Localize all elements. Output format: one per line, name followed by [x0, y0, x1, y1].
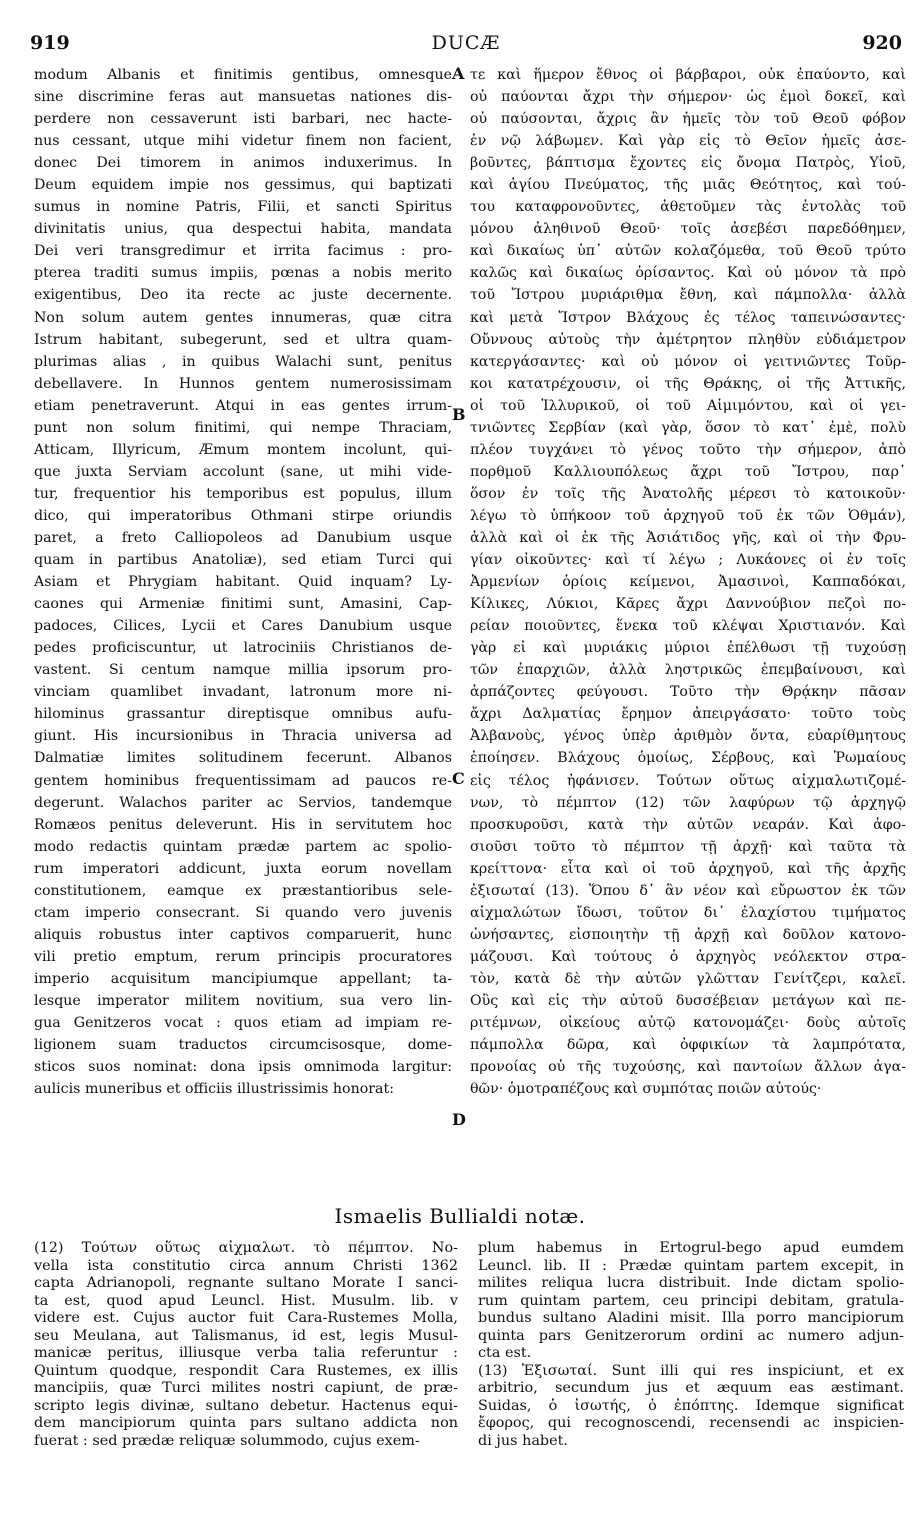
greek-text-line: οἱ τοῦ Ἰλλυρικοῦ, οἱ τοῦ Αἱμιμόντου, καὶ οἱ γει- [470, 397, 906, 414]
latin-text-line: aulicis muneribus et officiis illustrissimis honorat: [34, 1081, 394, 1098]
greek-text-line: λέγω τὸ ὑπήκοον τοῦ ἀρχηγοῦ τοῦ ἐκ τῶν Ὀθμάν), [470, 507, 906, 524]
latin-text-line: Dalmatiæ limites solitudinem fecerunt. Albanos [34, 750, 452, 767]
note-line: Quintum quodque, respondit Cara Rustemes, ex illis [34, 1362, 458, 1379]
latin-text-line: pedes proficiscuntur, ut latrociniis Christianos de- [34, 640, 452, 657]
latin-text-line: vili pretio emptum, rerum principis procuratores [34, 948, 452, 965]
greek-text-line: ἐξισωταί (13). Ὅπου δ᾽ ἂν νέον καὶ εὔρωστον ἐκ τῶν [470, 882, 906, 899]
latin-column [34, 64, 452, 1100]
greek-text-line: εἰς τέλος ἠφάνισεν. Τούτων οὕτως αἰχμαλωτιζομέ- [470, 772, 906, 789]
latin-text-line: plurimas alias , in quibus Walachi sunt, penitus [34, 353, 452, 370]
note-line: (13) Ἐξισωταί. Sunt illi qui res inspiciunt, et ex [478, 1362, 904, 1379]
note-line: mancipiis, quæ Turci milites nostri capiunt, de præ- [34, 1380, 458, 1396]
greek-text-line: κρείττονα· εἶτα καὶ οἱ τοῦ ἀρχηγοῦ, καὶ τῆς ἀρχῆς [470, 860, 906, 877]
note-line: ta est, quod apud Leuncl. Hist. Musulm. lib. v [34, 1292, 458, 1309]
greek-text-line: καλῶς καὶ δικαίως ὁρίσαντος. Καὶ οὐ μόνον τὰ πρὸ [470, 265, 906, 282]
latin-text-line: modum Albanis et finitimis gentibus, omnesque [34, 67, 452, 83]
greek-text-line: νων, τὸ πέμπτον (12) τῶν λαφύρων τῷ ἀρχηγῷ [470, 794, 906, 811]
latin-text-line: Romæos penitus deleverunt. His in servitutem hoc [34, 816, 452, 833]
page-number-left: 919 [30, 32, 70, 54]
latin-text-line: tur, frequentior his temporibus est populus, illum [34, 485, 452, 502]
latin-text-line: perdere non cessaverunt isti barbari, nec hacte- [34, 111, 452, 128]
latin-text-line: hilominus grassantur direptisque omnibus aufu- [34, 706, 452, 723]
latin-text-line: rum imperatori addicunt, juxta eorum novellam [34, 860, 452, 877]
note-line: videre est. Cujus auctor fuit Cara-Rustemes Molla, [34, 1310, 458, 1326]
latin-text-line: ctam imperio consecrant. Si quando vero juvenis [34, 904, 452, 921]
note-line: bundus sultano Aladini misit. Illa porro mancipiorum [478, 1310, 904, 1326]
running-header [30, 32, 902, 60]
greek-text-line: ἁρπάζοντες φεύγουσι. Τοῦτο τὴν Θρᾴκην πᾶσαν [470, 684, 906, 701]
latin-text-line: gentem hominibus frequentissimam ad paucos re- [34, 772, 452, 789]
greek-text-line: ρείαν ποιοῦντες, ἕνεκα τοῦ κλέψαι Χριστιανόν. Καὶ [470, 618, 906, 635]
greek-text-line: ἀλλὰ καὶ οἱ ἐκ τῆς Ἀσιάτιδος γῆς, καὶ οἱ τὴν Φρυ- [470, 529, 906, 546]
greek-text-line: ὅσον ἐν τοῖς τῆς Ἀνατολῆς μέρεσι τὸ κατοικοῦν· [470, 485, 906, 502]
note-line: vella ista constitutio circa annum Christi 1362 [34, 1257, 458, 1274]
greek-text-line: τνιῶντες Σερβίαν (καὶ γὰρ, ὅσον τὸ κατ᾽ ἐμὲ, πολὺ [470, 419, 906, 436]
latin-text-line: Atticam, Illyricum, Æmum montem incolunt, qui- [34, 441, 452, 458]
section-marker-a: A [452, 64, 465, 83]
greek-text-line: του καταφρονοῦντες, ἀθετοῦμεν τὰς ἐντολὰς τοῦ [470, 199, 906, 216]
greek-text-line: πλέον τυγχάνει τὸ γένος τοῦτο τὴν σήμερον, ἀπὸ [470, 441, 906, 458]
latin-text-line: debellavere. In Hunnos gentem numerosissimam [34, 375, 452, 392]
greek-text-line: Οὔννους αὐτοὺς τὴν ἀμέτρητον πληθὺν εὐδιάμετρον [470, 331, 906, 348]
greek-text-line: αἰχμαλώτων ἴδωσι, τοῦτον δι᾽ ἐλαχίστου τιμήματος [470, 904, 906, 921]
latin-text-line: punt non solum finitimi, qui nempe Thraciam, [34, 419, 452, 436]
greek-text-line: ριτέμνων, οἰκείους αὐτῷ κατονομάζει· δοὺς αὐτοῖς [470, 1015, 906, 1032]
greek-text-line: γὰρ εἰ καὶ μυριάκις μύριοι ἐπέλθωσι τῇ τυχούσῃ [470, 640, 906, 657]
greek-text-line: τῶν ἐπαρχιῶν, ἀλλὰ ληστρικῶς ἐπεμβαίνουσι, καὶ [470, 662, 906, 679]
greek-text-line: κατεργάσαντες· καὶ οὐ μόνον οἱ γειτνιῶντες Τοῦρ- [470, 353, 906, 370]
greek-text-line: καὶ ἁγίου Πνεύματος, τῆς μιᾶς Θεότητος, καὶ τού- [470, 177, 906, 194]
section-marker-b: B [452, 405, 466, 424]
note-line: quinta pars Genitzerorum ordini ac numero adjun- [478, 1327, 904, 1344]
latin-text-line: imperio acquisitum mancipiumque appellant; ta- [34, 970, 452, 987]
greek-text-line: πορθμοῦ Καλλιουπόλεως ἄχρι τοῦ Ἴστρου, παρ᾽ [470, 463, 906, 480]
latin-text-line: aliquis robustus inter captivos comparuerit, hunc [34, 926, 452, 943]
note-line: di jus habet. [478, 1432, 569, 1449]
latin-text-line: sumus in nomine Patris, Filii, et sancti Spiritus [34, 199, 452, 216]
greek-column [470, 64, 906, 1100]
latin-text-line: modo redactis quintam prædæ partem ac spolio- [34, 838, 452, 855]
notes-title: Ismaelis Bullialdi notæ. [334, 1204, 586, 1228]
greek-text-line: Ἀρμενίων ὁρίοις κείμενοι, Ἀμασινοὶ, Καππαδόκαι, [470, 574, 906, 591]
greek-text-line: τὸν, κατὰ δὲ τὴν αὐτῶν γλῶτταν Γενίτζερι, καλεῖ. [470, 970, 906, 987]
greek-text-line: ἐποίησεν. Βλάχους ὁμοίως, Σέρβους, καὶ Ῥωμαίους [470, 750, 906, 767]
note-line: Leuncl. lib. II : Prædæ quintam partem excepit, in [478, 1257, 904, 1274]
latin-text-line: paret, a freto Calliopoleos ad Danubium usque [34, 529, 452, 546]
note-line: cta est. [478, 1345, 532, 1361]
latin-text-line: divinitatis unius, qua despectui habita, mandata [34, 221, 452, 238]
note-line: fuerat : sed prædæ reliquæ solummodo, cujus exem- [34, 1432, 420, 1449]
latin-text-line: gua Genitzeros vocat : quos etiam ad impiam re- [34, 1015, 452, 1032]
latin-text-line: Asiam et Phrygiam habitant. Quid inquam? Ly- [34, 574, 452, 591]
greek-text-line: μάζουσι. Καὶ τούτους ὁ ἀρχηγὸς νεόλεκτον στρα- [470, 948, 906, 965]
latin-text-line: ligionem suam traductos circumcisosque, dome- [34, 1037, 452, 1054]
latin-text-line: lesque imperator militem novitium, sua vero lin- [34, 992, 452, 1009]
greek-text-line: πάμπολλα δῶρα, καὶ ὀφφικίων τὰ λαμπρότατα, [470, 1037, 906, 1054]
notes-left-column [34, 1240, 458, 1450]
greek-text-line: σιοῦσι τοῦτο τὸ πέμπτον τῇ ἀρχῇ· καὶ ταῦτα τὰ [470, 838, 906, 855]
latin-text-line: etiam penetraverunt. Atqui in eas gentes irrum- [34, 397, 452, 414]
section-marker-d: D [452, 1110, 466, 1129]
greek-text-line: ὠνήσαντες, εἰσποιητὴν τῇ ἀρχῇ καὶ δοῦλον κατονο- [470, 926, 906, 943]
note-line: scripto legis divinæ, sultano debetur. Hactenus equi- [34, 1397, 458, 1414]
notes-right-column [478, 1240, 904, 1450]
latin-text-line: donec Dei timorem in animos induxerimus. In [34, 155, 452, 172]
section-marker-c: C [452, 769, 465, 788]
greek-text-line: τε καὶ ἥμερον ἔθνος οἱ βάρβαροι, οὐκ ἐπαύοντο, καὶ [470, 67, 906, 83]
latin-text-line: Non solum autem gentes innumeras, quæ citra [34, 309, 452, 326]
latin-text-line: caones qui Armeniæ finitimi sunt, Amasini, Cap- [34, 596, 452, 613]
greek-text-line: οὐ παύονται ἄχρι τὴν σήμερον· ὡς ἐμοὶ δοκεῖ, καὶ [470, 89, 906, 106]
note-line: milites reliqua lucra distribuit. Inde dictam spolio- [478, 1275, 904, 1291]
latin-text-line: Deum equidem impie nos gessimus, qui baptizati [34, 177, 452, 194]
greek-text-line: καὶ μετὰ Ἴστρον Βλάχους ἐς τέλος ταπεινώσαντες· [470, 309, 906, 326]
latin-text-line: nus cessant, utque mihi videtur finem non facient, [34, 133, 452, 150]
greek-text-line: βοῦντες, βάπτισμα ἔχοντες εἰς ὄνομα Πατρὸς, Υἱοῦ, [470, 155, 906, 172]
greek-text-line: ἐν νῷ λάβωμεν. Καὶ γὰρ εἰς τὸ Θεῖον ἡμεῖς ἀσε- [470, 133, 906, 150]
greek-text-line: προσκυροῦσι, κατὰ τὴν αὐτῶν νεαράν. Καὶ ἀφο- [470, 816, 906, 833]
latin-text-line: vastent. Si centum namque millia ipsorum pro- [34, 662, 452, 679]
note-line: Suidas, ὁ ἰσωτής, ὁ ἐπόπτης. Idemque significat [478, 1397, 904, 1414]
greek-text-line: θῶν· ὁμοτραπέζους καὶ συμπότας ποιῶν αὐτούς· [470, 1081, 822, 1098]
greek-text-line: Οὓς καὶ εἰς τὴν αὐτοῦ δυσσέβειαν μετάγων καὶ πε- [470, 992, 906, 1009]
latin-text-line: Dei veri transgredimur et irrita facimus : pro- [34, 243, 452, 260]
greek-text-line: προνοίας οὐ τῆς τυχούσης, καὶ παντοίων ἄλλων ἀγα- [470, 1059, 906, 1076]
note-line: manicæ peritus, illiusque verba talia referuntur : [34, 1345, 458, 1361]
latin-text-line: constitutionem, eamque ex præstantioribus sele- [34, 882, 452, 899]
latin-text-line: dico, qui imperatoribus Othmani stirpe oriundis [34, 507, 452, 524]
page-number-right: 920 [862, 32, 902, 54]
latin-text-line: Istrum habitant, subegerunt, sed et ultra quam- [34, 331, 452, 348]
greek-text-line: ἄχρι Δαλματίας ἔρημον ἀπειργάσατο· τοῦτο τοὺς [470, 706, 906, 723]
note-line: arbitrio, secundum jus et æquum eas æstimant. [478, 1380, 904, 1396]
note-line: plum habemus in Ertogrul-bego apud eumdem [478, 1240, 904, 1256]
latin-text-line: pterea traditi sumus impiis, pœnas a nobis merito [34, 265, 452, 282]
latin-text-line: degerunt. Walachos pariter ac Servios, tandemque [34, 794, 452, 811]
greek-text-line: οὐ παύσονται, ἄχρις ἂν ἡμεῖς τὸν τοῦ Θεοῦ φόβον [470, 111, 906, 128]
greek-text-line: καὶ δικαίως ὑπ᾽ αὐτῶν κολαζόμεθα, τοῦ Θεοῦ τρύτο [470, 243, 906, 260]
note-line: rum quintam partem, ceu principi debitam, gratula- [478, 1292, 904, 1309]
latin-text-line: giunt. His incursionibus in Thracia universa ad [34, 728, 452, 745]
greek-text-line: μόνου ἀληθινοῦ Θεοῦ· τοῖς ἀσεβέσι παρεδόθημεν, [470, 221, 906, 238]
note-line: capta Adrianopoli, regnante sultano Morate I sanci- [34, 1275, 458, 1291]
note-line: (12) Τούτων οὕτως αἰχμαλωτ. τὸ πέμπτον. No- [34, 1240, 458, 1256]
note-line: ἔφορος, qui recognoscendi, recensendi ac inspicien- [478, 1415, 904, 1431]
latin-text-line: que juxta Serviam accolunt (sane, ut mihi vide- [34, 463, 452, 480]
greek-text-line: τοῦ Ἴστρου μυριάριθμα ἔθνη, καὶ πάμπολλα· ἀλλὰ [470, 287, 906, 304]
latin-text-line: sticos suos nominat: dona ipsis omnimoda largitur: [34, 1059, 452, 1076]
note-line: seu Meulana, aut Talismanus, id est, legis Musul- [34, 1327, 458, 1344]
note-line: dem mancipiorum quinta pars sultano addicta non [34, 1415, 458, 1431]
running-title: DUCÆ [431, 32, 501, 54]
greek-text-line: κοι κατατρέχουσιν, οἱ τῆς Θράκης, οἱ τῆς Ἀττικῆς, [470, 375, 906, 392]
latin-text-line: padoces, Cilices, Lycii et Cares Danubium usque [34, 618, 452, 635]
latin-text-line: vinciam quamlibet invadant, latronum more ni- [34, 684, 452, 701]
latin-text-line: exigentibus, Deo ita recte ac juste decernente. [34, 287, 452, 304]
greek-text-line: γίαν οἰκοῦντες· καὶ τί λέγω ; Λυκάονες οἱ ἐν τοῖς [470, 552, 906, 569]
greek-text-line: Κίλικες, Λύκιοι, Κᾶρες ἄχρι Δαννούβιον πεζοὶ πο- [470, 596, 906, 613]
latin-text-line: quam in partibus Anatoliæ), sed etiam Turci qui [34, 552, 452, 569]
greek-text-line: Ἀλβανοὺς, γένος ὑπὲρ ἀριθμὸν ὄντα, εὐαρίθμητους [470, 728, 906, 745]
latin-text-line: sine discrimine feras aut mansuetas nationes dis- [34, 89, 452, 106]
